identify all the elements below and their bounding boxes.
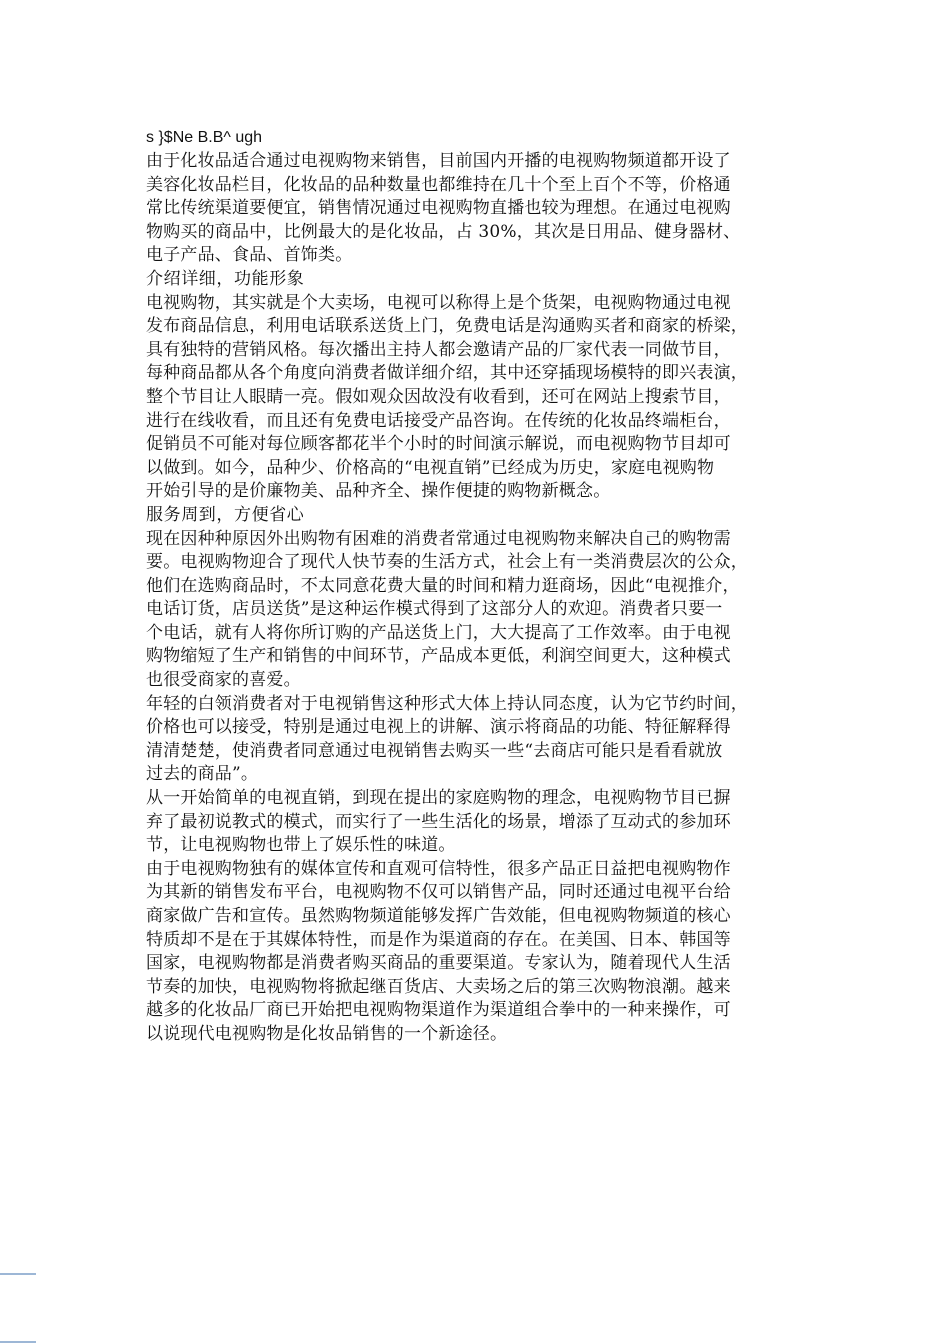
paragraph-line: 弃了最初说教式的模式，而实行了一些生活化的场景，增添了互动式的参加环: [146, 811, 731, 832]
paragraph-line: 价格也可以接受，特别是通过电视上的讲解、演示将商品的功能、特征解释得: [146, 717, 731, 738]
document-body: [146, 126, 810, 1047]
paragraph: [146, 150, 810, 268]
paragraph-line: 电子产品、食品、首饰类。: [146, 245, 353, 266]
paragraph-line: 整个节目让人眼睛一亮。假如观众因故没有收看到，还可在网站上搜索节目，: [146, 386, 731, 407]
paragraph-line: 个电话，就有人将你所订购的产品送货上门，大大提高了工作效率。由于电视: [146, 622, 731, 643]
paragraph-line: 促销员不可能对每位顾客都花半个小时的时间演示解说，而电视购物节目却可: [146, 434, 731, 455]
paragraph-line: 国家，电视购物都是消费者购买商品的重要渠道。专家认为，随着现代人生活: [146, 953, 731, 974]
paragraph-line: 以说现代电视购物是化妆品销售的一个新途径。: [146, 1023, 508, 1044]
paragraph-line: 越多的化妆品厂商已开始把电视购物渠道作为渠道组合拳中的一种来操作，可: [146, 1000, 731, 1021]
paragraph-line: 特质却不是在于其媒体特性，而是作为渠道商的存在。在美国、日本、韩国等: [146, 929, 731, 950]
paragraph-line: 节奏的加快，电视购物将掀起继百货店、大卖场之后的第三次购物浪潮。越来: [146, 976, 731, 997]
paragraph-line: 现在因种种原因外出购物有困难的消费者常通过电视购物来解决自己的购物需: [146, 528, 731, 549]
paragraph-line: 为其新的销售发布平台，电视购物不仅可以销售产品，同时还通过电视平台给: [146, 882, 731, 903]
paragraph-line: 具有独特的营销风格。每次播出主持人都会邀请产品的厂家代表一同做节目，: [146, 339, 731, 360]
paragraph-line: 他们在选购商品时，不太同意花费大量的时间和精力逛商场，因此“电视推介，: [146, 575, 740, 596]
paragraph-line: 过去的商品”。: [146, 764, 259, 785]
paragraph: [146, 693, 810, 787]
paragraph-line: 物购买的商品中，比例最大的是化妆品，占 30%，其次是日用品、健身器材、: [146, 221, 741, 242]
paragraph-line: 购物缩短了生产和销售的中间环节，产品成本更低，利润空间更大，这种模式: [146, 646, 731, 667]
section-heading: [146, 504, 810, 528]
paragraph: [146, 787, 810, 858]
paragraph: [146, 292, 810, 504]
page-edge-mark: [0, 1341, 36, 1343]
paragraph-line: 由于化妆品适合通过电视购物来销售，目前国内开播的电视购物频道都开设了: [146, 151, 731, 171]
heading-text: 介绍详细，功能形象: [146, 268, 305, 289]
paragraph-line: 进行在线收看，而且还有免费电话接受产品咨询。在传统的化妆品终端柜台，: [146, 410, 731, 431]
paragraph-line: 商家做广告和宣传。虽然购物频道能够发挥广告效能，但电视购物频道的核心: [146, 906, 731, 926]
paragraph: [146, 858, 810, 1047]
paragraph: [146, 528, 810, 693]
paragraph-line: 从一开始简单的电视直销，到现在提出的家庭购物的理念，电视购物节目已摒: [146, 788, 731, 809]
paragraph-line: 美容化妆品栏目，化妆品的品种数量也都维持在几十个至上百个不等，价格通: [146, 174, 731, 195]
paragraph-line: 由于电视购物独有的媒体宣传和直观可信特性，很多产品正日益把电视购物作: [146, 858, 731, 879]
paragraph-line: 开始引导的是价廉物美、品种齐全、操作便捷的购物新概念。: [146, 481, 611, 502]
document-text-blocks: [146, 150, 810, 1047]
paragraph-line: 清清楚楚，使消费者同意通过电视销售去购买一些“去商店可能只是看看就放: [146, 740, 723, 761]
heading-text: 服务周到，方便省心: [146, 504, 305, 525]
paragraph-line: 发布商品信息，利用电话联系送货上门，免费电话是沟通购买者和商家的桥梁，: [146, 316, 748, 337]
garbled-header-text: s }$Ne B.B^ ugh: [146, 129, 263, 146]
section-heading: [146, 268, 810, 292]
paragraph-line: 也很受商家的喜爱。: [146, 670, 301, 691]
paragraph-line: 节，让电视购物也带上了娱乐性的味道。: [146, 835, 456, 856]
paragraph-line: 每种商品都从各个角度向消费者做详细介绍，其中还穿插现场模特的即兴表演，: [146, 363, 748, 384]
paragraph-line: 年轻的白领消费者对于电视销售这种形式大体上持认同态度，认为它节约时间，: [146, 693, 748, 714]
paragraph-line: 电视购物，其实就是个大卖场，电视可以称得上是个货架，电视购物通过电视: [146, 292, 731, 313]
paragraph-line: 以做到。如今，品种少、价格高的“电视直销”已经成为历史，家庭电视购物: [146, 457, 715, 478]
page-edge-mark: [0, 1273, 36, 1275]
paragraph-line: 常比传统渠道要便宜，销售情况通过电视购物直播也较为理想。在通过电视购: [146, 198, 731, 219]
paragraph-line: 要。电视购物迎合了现代人快节奏的生活方式，社会上有一类消费层次的公众，: [146, 552, 748, 573]
paragraph-line: 电话订货，店员送货”是这种运作模式得到了这部分人的欢迎。消费者只要一: [146, 599, 723, 620]
